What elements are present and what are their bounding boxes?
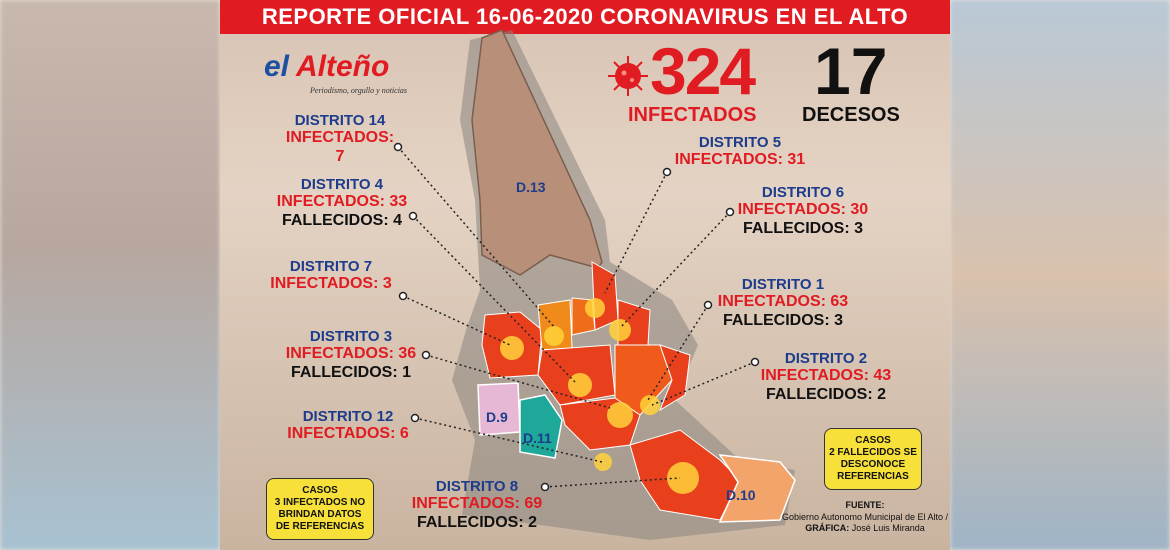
district-infected: INFECTADOS: 6 — [287, 425, 409, 443]
district-deaths: FALLECIDOS: 3 — [742, 219, 863, 237]
hotspot-d6 — [609, 319, 631, 341]
district-13-area — [472, 30, 602, 275]
district-infected: INFECTADOS: 33 — [276, 193, 408, 211]
district-13-tag: D.13 — [516, 179, 546, 195]
district-9-tag: D.9 — [486, 409, 508, 425]
district-infected: INFECTADOS: 63 — [717, 293, 849, 311]
district-name: DISTRITO 6 — [761, 184, 845, 201]
logo-part-alteno: Alteño — [296, 50, 390, 83]
hotspot-d3 — [568, 373, 592, 397]
total-infected-value: 324 — [650, 34, 755, 108]
district-infected: INFECTADOS: 69 — [411, 495, 543, 513]
district-deaths: FALLECIDOS: 3 — [722, 311, 843, 329]
left-cases-title: CASOS — [302, 485, 338, 496]
left-cases-note — [266, 478, 374, 540]
district-deaths: FALLECIDOS: 1 — [290, 363, 411, 381]
hotspot-d1 — [607, 402, 633, 428]
district-name: DISTRITO 2 — [784, 350, 868, 367]
left-blurred-background — [0, 0, 220, 550]
district-infected: INFECTADOS: 3 — [270, 275, 392, 293]
district-infected: INFECTADOS: 36 — [285, 345, 417, 363]
endpoint-d7 — [400, 293, 407, 300]
district-name: DISTRITO 8 — [435, 478, 519, 495]
right-cases-text: 2 FALLECIDOS SE DESCONOCE REFERENCIAS — [829, 447, 917, 482]
logo-tagline: Periodismo, orgullo y noticias — [310, 86, 408, 95]
district-4-label — [272, 176, 412, 230]
hotspot-d4 — [544, 326, 564, 346]
source-label: FUENTE: — [845, 500, 885, 510]
district-name: DISTRITO 3 — [309, 328, 393, 345]
district-deaths: FALLECIDOS: 2 — [765, 385, 886, 403]
district-name: DISTRITO 7 — [289, 258, 373, 275]
infographic-poster — [220, 0, 950, 550]
hotspot-d7 — [500, 336, 524, 360]
source-credits — [780, 500, 950, 535]
district-infected: INFECTADOS: 30 — [737, 201, 869, 219]
left-cases-text: 3 INFECTADOS NO BRINDAN DATOS DE REFERENCIAS — [274, 497, 366, 532]
district-12-label — [286, 408, 410, 444]
district-6-label — [730, 184, 876, 238]
total-deaths-label: DECESOS — [802, 104, 900, 126]
source-text: Gobierno Autonomo Municipal de El Alto / — [781, 511, 949, 522]
district-deaths: FALLECIDOS: 4 — [281, 211, 402, 229]
district-3-label — [278, 328, 424, 382]
hotspot-d12 — [594, 453, 612, 471]
total-deaths-value: 17 — [814, 34, 888, 108]
district-5-label — [670, 134, 810, 170]
district-name: DISTRITO 1 — [741, 276, 825, 293]
total-infected-label: INFECTADOS — [628, 104, 757, 126]
district-name: DISTRITO 4 — [300, 176, 384, 193]
district-infected: INFECTADOS: 43 — [760, 367, 892, 385]
district-deaths: FALLECIDOS: 2 — [416, 513, 537, 531]
district-name: DISTRITO 12 — [302, 408, 394, 425]
district-name: DISTRITO 14 — [294, 112, 386, 129]
virus-icon — [606, 54, 650, 98]
report-title-banner: REPORTE OFICIAL 16-06-2020 CORONAVIRUS EN EL ALTO — [220, 0, 950, 34]
district-8-label — [404, 478, 550, 532]
graphic-label: GRÁFICA: — [805, 523, 850, 534]
right-cases-title: CASOS — [855, 435, 891, 446]
district-11-tag: D.11 — [523, 430, 552, 446]
district-name: DISTRITO 5 — [698, 134, 782, 151]
district-1-label — [710, 276, 856, 330]
logo-part-el: el — [264, 50, 290, 83]
hotspot-d2 — [640, 395, 660, 415]
district-2-label — [756, 350, 896, 404]
hotspot-d14 — [585, 298, 605, 318]
district-10-tag: D.10 — [726, 487, 756, 503]
district-infected: INFECTADOS: 7 — [285, 129, 395, 165]
district-14-label — [280, 112, 400, 166]
district-infected: INFECTADOS: 31 — [674, 151, 806, 169]
district-7-label — [266, 258, 396, 294]
right-blurred-background — [950, 0, 1170, 550]
endpoint-d12 — [412, 415, 419, 422]
graphic-text: José Luis Miranda — [851, 523, 925, 534]
hotspot-d8 — [667, 462, 699, 494]
leader-d5 — [605, 172, 667, 293]
right-cases-note — [824, 428, 922, 490]
